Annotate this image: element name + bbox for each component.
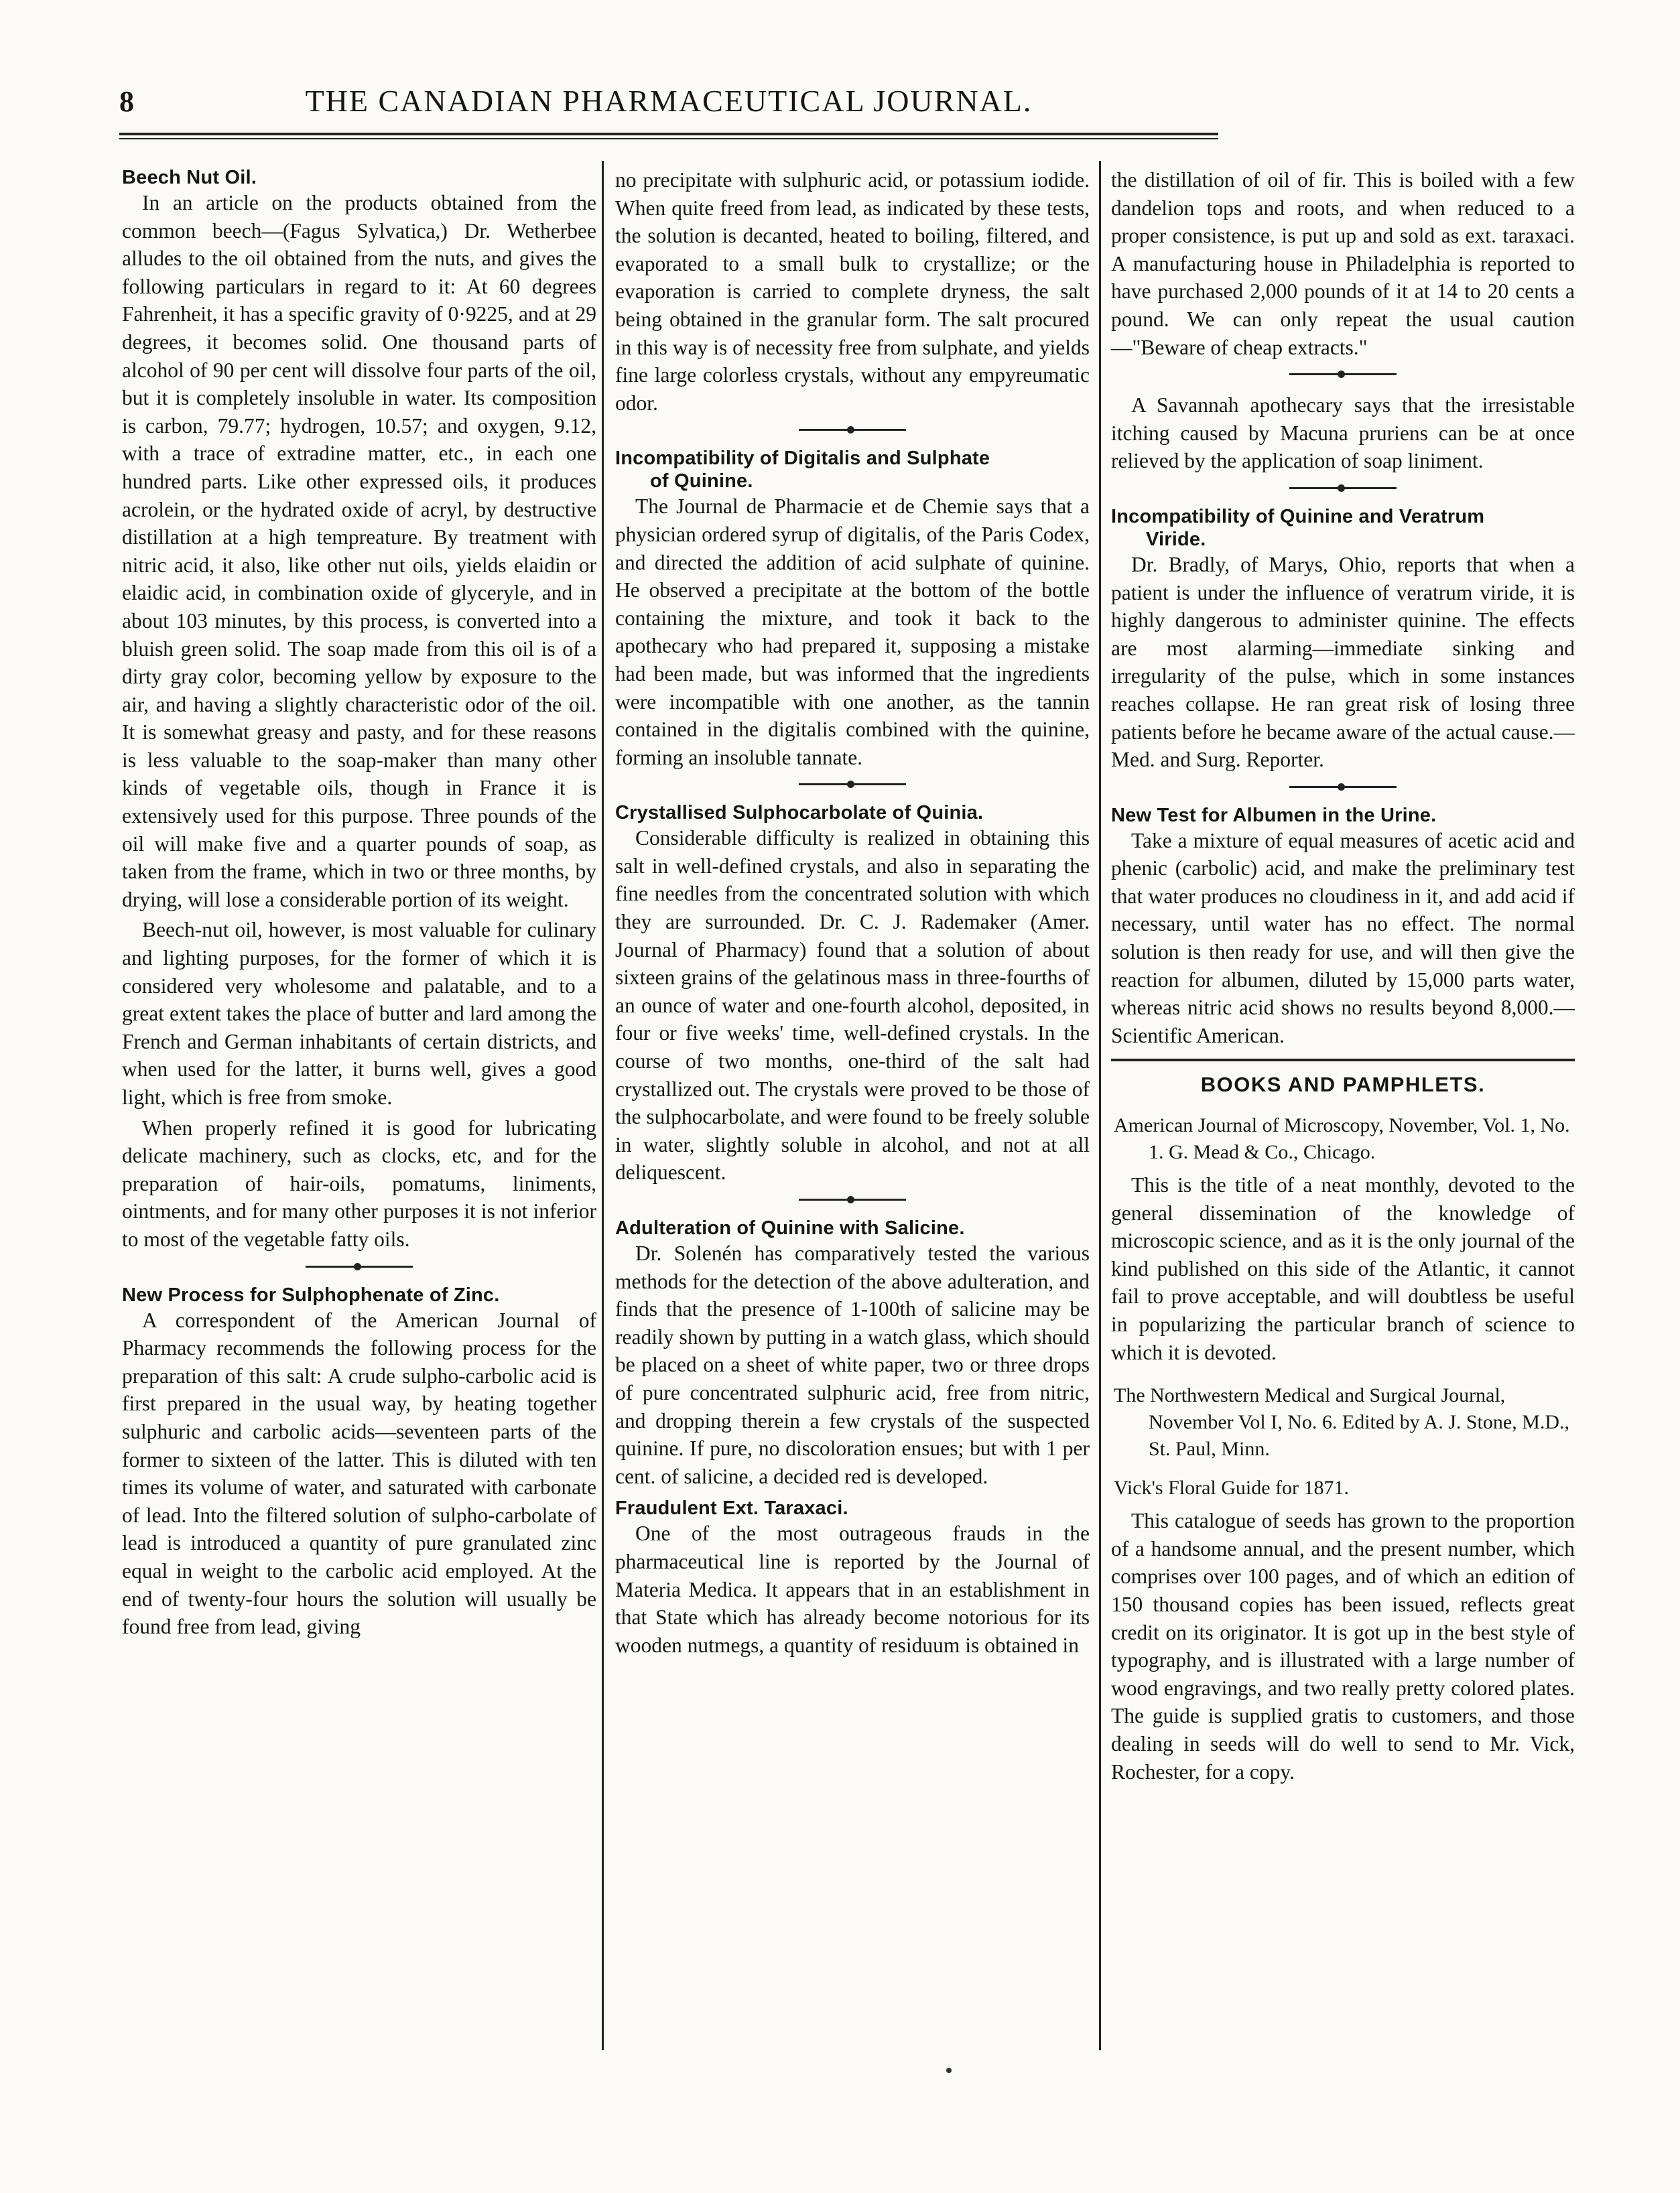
crystal-paragraph-1: Considerable difficulty is realized in obtaining this salt in well-defined crystals, and also in separating the fine needles from the concentrated solution with which they are surrounded. Dr. C. J. Rademaker (Amer. Journal of Pharmacy) found that a solution of about sixteen grains of the gelatinous mass in three-fourths of an ounce of water and one-fourth alcohol, deposited, in four or five weeks' time, well-defined crystals. In the course of two months, one-third of the salt had crystallized out. The crystals were proved to be those of the sulphocarbolate, and were found to be freely soluble in water, slightly soluble in alcohol, and not at all deliquescent. [615,826,1090,1185]
book-review-microscopy: This is the title of a neat monthly, devoted to the general dissemination of the knowledge of microscopic science, and as it is the only journal of the kind published on this side of the Atlantic, it cannot fail to prove acceptable, and will doubtless be useful in popularizing the particular branch of science to which it is devoted. [1111,1173,1575,1364]
section-separator [1289,373,1397,375]
salicine-paragraph-1: Dr. Solenén has comparatively tested the various methods for the detection of the above adulteration, and finds that the presence of 1-100th of salicine may be readily shown by putting in a watch glass, which should be placed on a sheet of white paper, two or three drops of pure concentrated sulphuric acid, free from nitric, and dropping therein a few crystals of the suspected quinine. If pure, no discoloration ensues; but with 1 per cent. of salicine, a decided red is developed. [615,1242,1090,1488]
zinc-paragraph-1: A correspondent of the American Journal of Pharmacy recommends the following process for the preparation of this salt: A crude sulpho-carbolic acid is first prepared in the usual way, by heating together sulphuric and carbolic acids—seventeen parts of the former to sixteen of the latter. This is diluted with ten times its volume of water, and saturated with carbonate of lead. Into the filtered solution of sulpho-carbolate of lead is introduced a quantity of pure granulated zinc equal in weight to the carbolic acid employed. At the end of twenty-four hours the solution will usually be found free from lead, giving [122,1308,596,1639]
page-header [119,79,1218,119]
print-speck [946,2068,952,2073]
veratrum-paragraph-1: Dr. Bradly, of Marys, Ohio, reports that when a patient is under the influence of veratrum viride, it is highly dangerous to administer quinine. The effects are most alarming—immediate sinking and irregularity of the pulse, which in some instances reaches collapse. He ran great risk of losing three patients before he became aware of the actual cause.—Med. and Surg. Reporter. [1111,552,1575,772]
article-heading-sulphocarbolate-quinia: Crystallised Sulphocarbolate of Quinia. [615,802,984,824]
article-heading-digitalis [615,447,1090,492]
beech-paragraph-1: In an article on the products obtained from the common beech—(Fagus Sylvatica,) Dr. Wetherbee alludes to the oil obtained from the nuts, and gives the following particulars in regard to it: At 60 degrees Fahrenheit, it has a specific gravity of 0·9225, and at 29 degrees, it becomes solid. One thousand parts of alcohol of 90 per cent will dissolve four parts of the oil, but it is completely insoluble in water. Its composition is carbon, 79.77; hydrogen, 10.57; and oxygen, 9.12, with a trace of extradine matter, etc., in each one hundred parts. Like other expressed oils, it produces acrolein, or the hydrated oxide of acryl, by destructive distillation at a high tempreature. By treatment with nitric acid, it also, like other nut oils, yields elaidin or elaidic acid, in combination oxide of glyceryle, and in about 103 minutes, by this process, is converted into a bluish green solid. The soap made from this oil is of a dirty gray color, becoming yellow by exposure to the air, and having a slightly characteristic odor of the oil. It is somewhat greasy and pasty, and for these reasons is less valuable to the soap-maker than many other kinds of vegetable oils, though in France it is extensively used for this purpose. Three pounds of the oil will make five and a quarter pounds of soap, as taken from the frame, which in two or three months, by drying, will lose a considerable portion of its weight. [122,191,596,911]
article-heading-salicine: Adulteration of Quinine with Salicine. [615,1217,965,1239]
books-section-rule [1111,1059,1575,1061]
veratrum-heading-line-2: Viride. [1146,528,1206,550]
albumen-paragraph-1: Take a mixture of equal measures of acetic acid and phenic (carbolic) acid, and make the preliminary test that water produces no cloudiness in it, and add acid if necessary, until water has no effect. The normal solution is then ready for use, and will then give the reaction for albumen, diluted by 15,000 parts water, whereas nitric acid shows no results beyond 8,000.—Scientific American. [1111,828,1575,1047]
column-1 [122,166,596,1641]
column-2 [615,166,1090,1659]
section-separator [1289,487,1397,489]
veratrum-heading-line-1: Incompatibility of Quinine and Veratrum [1111,505,1485,527]
book-reference-northwestern: The Northwestern Medical and Surgical Journal, November Vol I, No. 6. Edited by A. J. Stone, M.D., St. Paul, Minn. [1114,1384,1570,1461]
section-separator [1289,786,1397,788]
section-separator [799,783,906,785]
article-heading-albumen: New Test for Albumen in the Urine. [1111,804,1437,826]
digitalis-heading-line-1: Incompatibility of Digitalis and Sulphate [615,448,990,470]
header-rule-thin [119,138,1218,139]
taraxacum-paragraph-1: One of the most outrageous frauds in the pharmaceutical line is reported by the Journal of Materia Medica. It appears that in an establishment in that State which has already become notorious for its wooden nutmegs, a quantity of residuum is obtained in [615,1522,1090,1657]
zinc-continued: no precipitate with sulphuric acid, or potassium iodide. When quite freed from lead, as indicated by these tests, the solution is decanted, heated to boiling, filtered, and evaporated to a small bulk to crystallize; or the evaporation is carried to complete dryness, the salt being obtained in the granular form. The salt procured in this way is of necessity free from sulphate, and yields fine large colorless crystals, without any empyreumatic odor. [615,168,1090,415]
taraxacum-continued: the distillation of oil of fir. This is boiled with a few dandelion tops and roots, and when reduced to a proper consistence, is put up and sold as ext. taraxaci. A manufacturing house in Philadelphia is reported to have purchased 2,000 pounds of it at 14 to 20 cents a pound. We can only repeat the usual caution—"Beware of cheap extracts." [1111,168,1575,359]
book-review-vicks: This catalogue of seeds has grown to the proportion of a handsome annual, and the present number, which comprises over 100 pages, and of which an edition of 150 thousand copies has been issued, reflects great credit on its originator. It is got up in the best style of typography, and is illustrated with a large number of wood engravings, and two really pretty colored plates. The guide is supplied gratis to customers, and those dealing in seeds will do well to send to Mr. Vick, Rochester, for a copy. [1111,1509,1575,1784]
digitalis-paragraph-1: The Journal de Pharmacie et de Chemie says that a physician ordered syrup of digitalis, of the Paris Codex, and directed the addition of acid sulphate of quinine. He observed a precipitate at the bottom of the bottle containing the mixture, and took it back to the apothecary who had prepared it, supposing a mistake had been made, but was informed that the ingredients were incompatible with one another, as the tannin contained in the digitalis combined with the quinine, forming an insoluble tannate. [615,494,1090,769]
column-divider-right [1099,161,1101,2050]
column-3 [1111,166,1575,1786]
journal-title: THE CANADIAN PHARMACEUTICAL JOURNAL. [305,84,1033,118]
article-heading-sulphophenate-zinc: New Process for Sulphophenate of Zinc. [122,1284,500,1306]
section-separator [306,1266,413,1268]
beech-paragraph-2: Beech-nut oil, however, is most valuable for culinary and lighting purposes, for the former of which it is considered very wholesome and palatable, and to a great extent takes the place of butter and lard among the French and German inhabitants of certain districts, and when used for the latter, it burns well, gives a good light, which is free from smoke. [122,918,596,1109]
book-reference-microscopy: American Journal of Microscopy, November, Vol. 1, No. 1. G. Mead & Co., Chicago. [1114,1114,1570,1164]
page-number: 8 [119,85,134,118]
column-divider-left [602,161,604,2050]
header-rule [119,133,1218,135]
books-and-pamphlets-heading: BOOKS AND PAMPHLETS. [1200,1073,1486,1097]
digitalis-heading-line-2: of Quinine. [650,470,753,492]
article-heading-taraxaci: Fraudulent Ext. Taraxaci. [615,1498,848,1520]
savannah-paragraph: A Savannah apothecary says that the irresistable itching caused by Macuna pruriens can be at once relieved by the application of soap liniment. [1111,393,1575,473]
article-heading-veratrum [1111,505,1575,551]
book-reference-vicks: Vick's Floral Guide for 1871. [1114,1477,1350,1500]
article-heading-beech-nut-oil: Beech Nut Oil. [122,167,257,188]
section-separator [799,1199,906,1201]
beech-paragraph-3: When properly refined it is good for lubricating delicate machinery, such as clocks, etc, and for the preparation of hair-oils, pomatums, liniments, ointments, and for many other purposes it is not inferior to most of the vegetable fatty oils. [122,1116,596,1251]
section-separator [799,429,906,431]
